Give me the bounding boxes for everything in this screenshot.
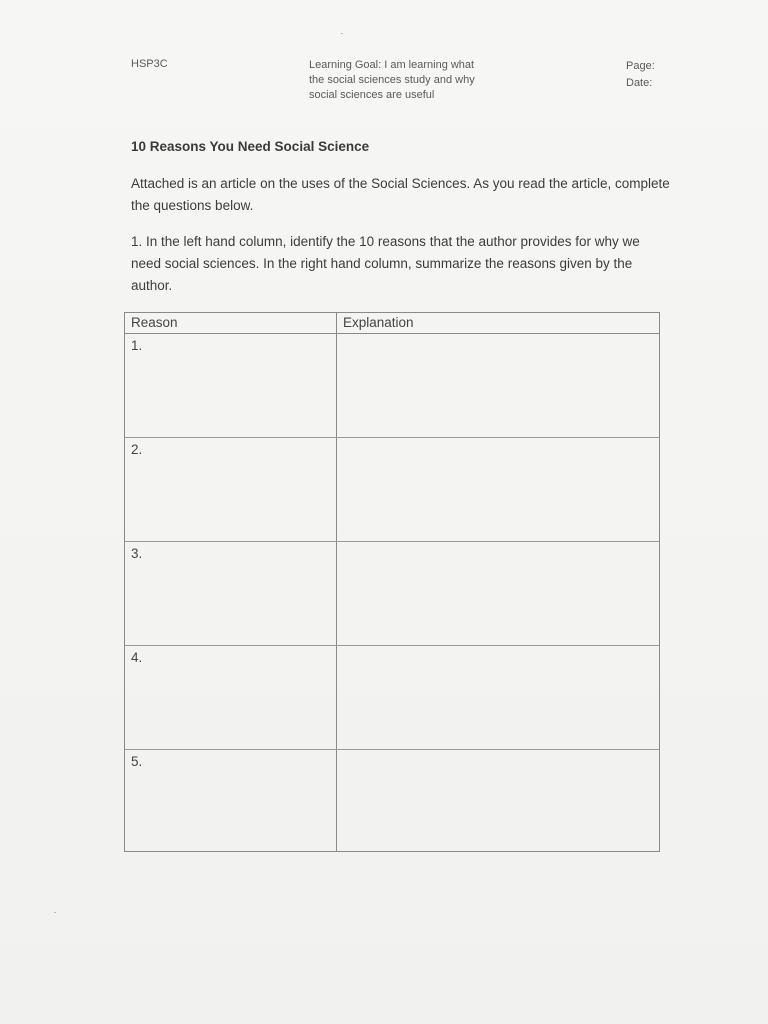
row-number: 5. (131, 754, 143, 769)
table-header (125, 313, 659, 334)
table-row (125, 750, 659, 851)
reasons-table (124, 312, 660, 852)
row-number: 1. (131, 338, 143, 353)
page-date-labels (626, 58, 655, 92)
learning-goal: Learning Goal: I am learning what the social sciences study and why social sciences are useful (309, 59, 475, 101)
row-number: 3. (131, 546, 143, 561)
row-number: 2. (131, 442, 143, 457)
header-explanation: Explanation (343, 315, 414, 330)
question-1: 1. In the left hand column, identify the 10 reasons that the author provides for why we need social sciences. In the right hand column, summarize the reasons given by the author. (131, 234, 640, 293)
header-reason: Reason (131, 315, 178, 330)
table-row (125, 438, 659, 542)
row-number: 4. (131, 650, 143, 665)
course-code: HSP3C (131, 58, 168, 70)
page-label: Page: (626, 60, 655, 72)
scan-speck (54, 912, 56, 913)
date-label: Date: (626, 77, 653, 89)
table-row (125, 542, 659, 646)
table-row (125, 334, 659, 438)
worksheet-title: 10 Reasons You Need Social Science (131, 139, 370, 154)
table-row (125, 646, 659, 750)
intro-text: Attached is an article on the uses of the Social Sciences. As you read the article, complete the questions below. (131, 176, 670, 213)
scan-speck (341, 33, 343, 34)
